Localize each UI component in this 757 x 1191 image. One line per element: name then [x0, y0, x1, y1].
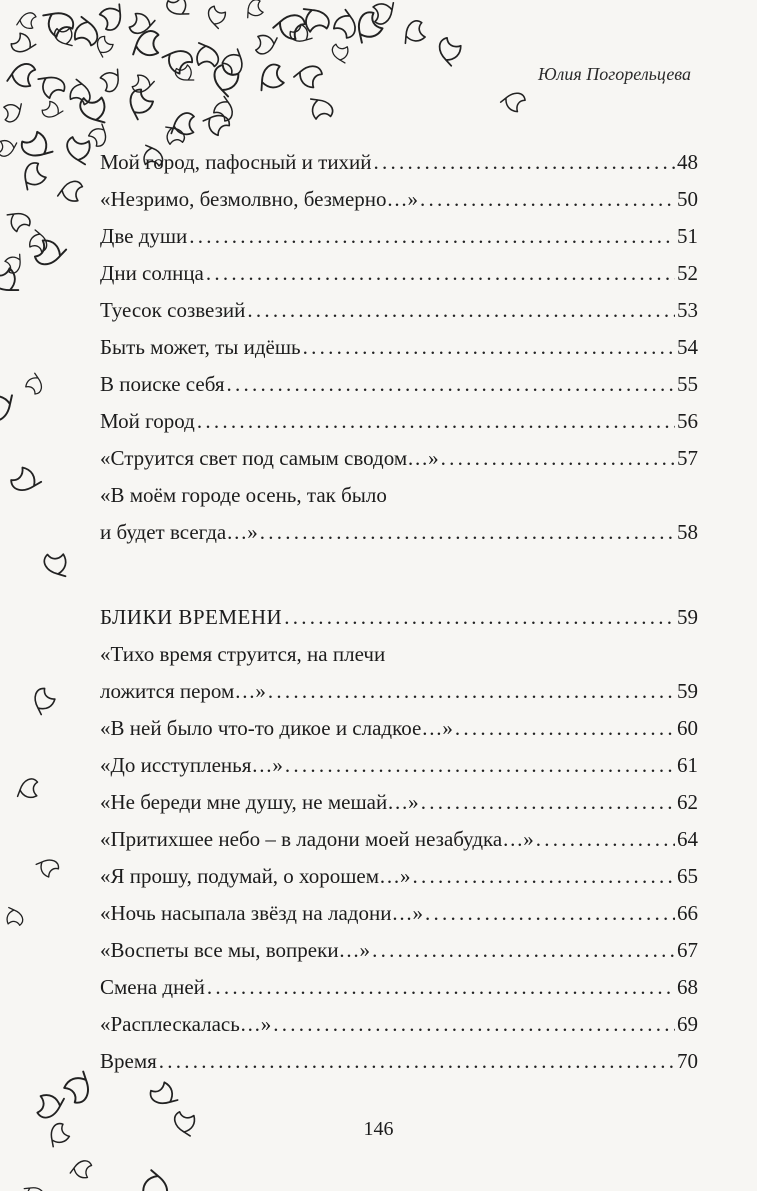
leaf-doodle	[129, 13, 156, 36]
leaf-doodle	[0, 139, 18, 156]
toc-entry[interactable]	[100, 403, 698, 440]
toc-entry-page: 65	[677, 864, 698, 888]
toc-entry-title: ложится пером…»	[100, 679, 266, 703]
toc-entry-title: Время	[100, 1049, 157, 1073]
leader-dots	[284, 599, 675, 636]
leaf-doodle	[39, 3, 77, 41]
leaf-doodle	[17, 13, 36, 29]
leaf-doodle	[499, 89, 526, 113]
leaf-doodle	[5, 906, 23, 927]
page-number: 146	[363, 1118, 394, 1140]
toc-entry[interactable]	[100, 1043, 698, 1080]
toc-entry-title: «Притихшее небо – в ладони моей незабудка…»	[100, 827, 534, 851]
leader-dots	[197, 403, 675, 440]
toc-entry-page: 64	[677, 827, 698, 851]
toc-entry-title: «Расплескалась…»	[100, 1012, 272, 1036]
leaf-doodle	[307, 92, 335, 123]
toc-entry-page: 55	[677, 372, 698, 396]
leaf-doodle	[128, 29, 163, 60]
table-of-contents	[100, 144, 698, 1080]
leader-dots	[227, 366, 675, 403]
leaf-doodle	[18, 128, 56, 165]
leaf-doodle	[242, 0, 266, 21]
leaf-doodle	[272, 10, 307, 41]
toc-entry-page: 59	[677, 679, 698, 703]
leader-dots	[374, 144, 675, 181]
toc-entry-title: «Я прошу, подумай, о хорошем…»	[100, 864, 411, 888]
leaf-doodle	[22, 1181, 46, 1191]
toc-group-1	[100, 144, 698, 551]
toc-entry-page: 67	[677, 938, 698, 962]
toc-entry-page: 48	[677, 150, 698, 174]
leader-dots	[441, 440, 675, 477]
leaf-doodle	[29, 230, 48, 253]
toc-entry-page: 54	[677, 335, 698, 359]
leaf-doodle	[164, 0, 192, 22]
leader-dots	[285, 747, 675, 784]
section-spacer	[100, 551, 698, 599]
leaf-doodle	[206, 5, 227, 29]
leaf-doodle	[34, 854, 61, 880]
toc-entry-page: 69	[677, 1012, 698, 1036]
toc-entry-title: «Ночь насыпала звёзд на ладони…»	[100, 901, 423, 925]
toc-entry-page: 53	[677, 298, 698, 322]
leaf-doodle	[349, 9, 387, 47]
running-head-author: Юлия Погорельцева	[537, 64, 691, 84]
leaf-doodle	[398, 18, 429, 47]
leaf-doodle	[35, 68, 68, 101]
toc-entry[interactable]	[100, 858, 698, 895]
toc-entry[interactable]	[100, 255, 698, 292]
leader-dots	[413, 858, 675, 895]
leaf-doodle	[74, 17, 98, 46]
leaf-doodle	[16, 160, 49, 193]
leaf-doodle	[58, 181, 83, 202]
leaf-doodle	[40, 100, 64, 122]
leaf-doodle	[14, 778, 40, 801]
leaf-doodle	[436, 37, 463, 67]
leader-dots	[260, 514, 675, 551]
leaf-doodle	[253, 61, 288, 94]
leaf-doodle	[96, 0, 130, 33]
leaf-doodle	[219, 46, 249, 77]
leaf-doodle	[299, 1, 332, 36]
toc-entry-page: 68	[677, 975, 698, 999]
leaf-doodle	[7, 64, 35, 87]
toc-entry-title: Две души	[100, 224, 188, 248]
leader-dots	[247, 292, 675, 329]
leaf-doodle	[0, 264, 23, 300]
toc-entry-title: Туесок созвезий	[100, 298, 246, 322]
toc-entry-title: Мой город, пафосный и тихий	[100, 150, 372, 174]
leaf-doodle	[36, 1093, 66, 1118]
leaf-doodle	[9, 465, 44, 497]
leaf-doodle	[142, 1170, 169, 1191]
toc-entry[interactable]	[100, 329, 698, 366]
toc-section-heading[interactable]	[100, 599, 698, 636]
toc-entry[interactable]	[100, 144, 698, 181]
leader-dots	[268, 673, 675, 710]
toc-entry[interactable]	[100, 969, 698, 1006]
toc-entry-title: «В ней было что-то дикое и сладкое…»	[100, 716, 453, 740]
leader-dots	[425, 895, 675, 932]
section-page: 59	[677, 605, 698, 629]
leaf-doodle	[2, 251, 27, 275]
toc-entry[interactable]	[100, 440, 698, 477]
leader-dots	[421, 784, 675, 821]
toc-entry-page: 62	[677, 790, 698, 814]
leader-dots	[455, 710, 675, 747]
leaf-doodle	[332, 44, 349, 64]
toc-entry[interactable]	[100, 181, 698, 218]
toc-entry-page: 56	[677, 409, 698, 433]
toc-entry-title: Дни солнца	[100, 261, 204, 285]
leaf-doodle	[293, 61, 324, 89]
leaf-doodle	[332, 8, 361, 40]
toc-entry-title: Мой город	[100, 409, 195, 433]
toc-entry[interactable]	[100, 366, 698, 403]
leaf-doodle	[92, 35, 115, 59]
toc-entry[interactable]	[100, 292, 698, 329]
leaf-doodle	[28, 686, 57, 717]
leader-dots	[189, 218, 675, 255]
section-title: БЛИКИ ВРЕМЕНИ	[100, 605, 283, 629]
toc-entry-page: 66	[677, 901, 698, 925]
toc-entry-page: 61	[677, 753, 698, 777]
toc-entry-title: Смена дней	[100, 975, 205, 999]
leaf-doodle	[369, 0, 399, 26]
leaf-doodle	[9, 31, 37, 57]
leaf-doodle	[4, 206, 33, 235]
leaf-doodle	[123, 87, 156, 122]
toc-entry[interactable]	[100, 784, 698, 821]
toc-entry[interactable]	[100, 218, 698, 255]
toc-entry-title: «Незримо, безмолвно, безмерно…»	[100, 187, 419, 211]
toc-entry-title: и будет всегда…»	[100, 520, 258, 544]
leaf-doodle	[212, 95, 237, 123]
leaf-doodle	[160, 43, 195, 77]
toc-entry[interactable]	[100, 895, 698, 932]
toc-entry-title: «Струится свет под самым сводом…»	[100, 446, 439, 470]
leader-dots	[273, 1006, 675, 1043]
toc-entry-title: Быть может, ты идёшь	[100, 335, 301, 359]
toc-entry[interactable]	[100, 747, 698, 784]
leaf-doodle	[53, 25, 76, 50]
toc-entry-title-line1: «Тихо время струится, на плечи	[100, 642, 386, 666]
toc-entry-title: В поиске себя	[100, 372, 225, 396]
leaf-doodle	[67, 136, 90, 165]
leader-dots	[206, 255, 675, 292]
leaf-doodle	[288, 22, 315, 48]
toc-entry-title-line1: «В моём городе осень, так было	[100, 483, 387, 507]
toc-entry-title: «До исступленья…»	[100, 753, 283, 777]
leaf-doodle	[210, 64, 240, 98]
toc-entry[interactable]	[100, 514, 698, 551]
leaf-doodle	[147, 1079, 180, 1112]
leaf-doodle	[0, 390, 19, 423]
toc-entry-page: 50	[677, 187, 698, 211]
toc-entry[interactable]	[100, 821, 698, 858]
toc-entry-page: 60	[677, 716, 698, 740]
leader-dots	[303, 329, 675, 366]
toc-entry-page: 57	[677, 446, 698, 470]
leaf-doodle	[61, 1068, 98, 1106]
toc-entry[interactable]	[100, 932, 698, 969]
toc-entry-title: «Воспеты все мы, вопреки…»	[100, 938, 371, 962]
leader-dots	[207, 969, 675, 1006]
leader-dots	[372, 932, 675, 969]
leader-dots	[159, 1043, 675, 1080]
toc-entry-title: «Не береди мне душу, не мешай…»	[100, 790, 419, 814]
leaf-doodle	[42, 550, 70, 581]
leaf-doodle	[34, 239, 67, 268]
leaf-doodle	[70, 79, 92, 105]
toc-entry-page: 70	[677, 1049, 698, 1073]
leaf-doodle	[24, 372, 46, 396]
leader-dots	[536, 821, 675, 858]
leaf-doodle	[173, 62, 197, 87]
leaf-doodle	[70, 1160, 92, 1178]
toc-entry-page: 58	[677, 520, 698, 544]
leaf-doodle	[194, 40, 220, 70]
leaf-doodle	[0, 100, 26, 124]
leaf-doodle	[97, 66, 126, 94]
toc-group-2	[100, 636, 698, 1080]
leaf-doodle	[78, 93, 110, 128]
toc-entry-page: 52	[677, 261, 698, 285]
leader-dots	[420, 181, 675, 218]
leaf-doodle	[167, 111, 197, 138]
toc-entry[interactable]	[100, 673, 698, 710]
toc-entry[interactable]	[100, 1006, 698, 1043]
leaf-doodle	[132, 74, 155, 94]
toc-entry[interactable]	[100, 710, 698, 747]
leaf-doodle	[254, 34, 279, 55]
toc-entry-page: 51	[677, 224, 698, 248]
leaf-doodle	[201, 108, 232, 138]
